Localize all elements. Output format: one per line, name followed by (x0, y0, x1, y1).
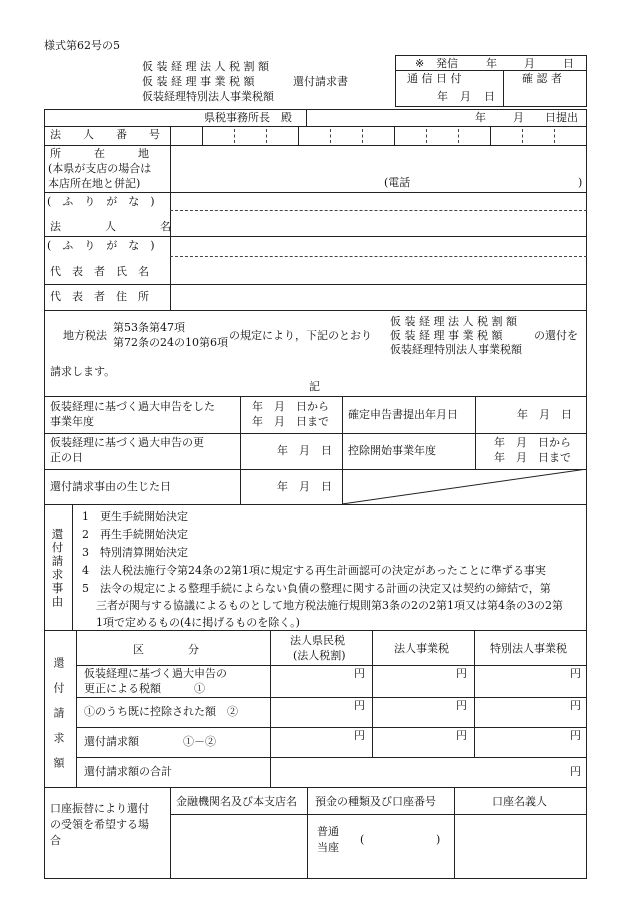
yen-r2-c3: 円 (570, 699, 581, 712)
basis-tax-3: 仮装経理特別法人事業税額 (390, 343, 522, 356)
deduction-start-label: 控除開始事業年度 (348, 444, 436, 457)
comm-year: 年 (437, 90, 448, 103)
comm-month: 月 (460, 90, 471, 103)
article-2: 第72条の24の10第6項 (113, 336, 228, 349)
filing-date-label: 確定申告書提出年月日 (348, 408, 458, 421)
yen-r3-c2: 円 (456, 729, 467, 742)
corp-name-field[interactable] (172, 212, 585, 235)
yen-r1-c2: 円 (456, 667, 467, 680)
bank-label-2: の受領を希望する場 (50, 818, 149, 831)
col-enterprise: 法人事業税 (394, 642, 449, 655)
reasons-heading: 還付請求事由 (50, 528, 65, 609)
deduction-to[interactable]: 年 月 日まで (494, 451, 571, 464)
excess-year-label-1: 仮装経理に基づく過大申告をした (50, 400, 215, 413)
amounts-heading: 還付請求額 (52, 657, 65, 782)
yen-r3-c1: 円 (354, 729, 365, 742)
row1-label-b: 更正による税額 ① (84, 682, 205, 695)
submit-month: 月 (513, 111, 524, 124)
account-paren-open: ( (360, 833, 365, 846)
reason-item-1[interactable]: 1 更生手続開始決定 (82, 510, 188, 523)
submit-year: 年 (475, 111, 486, 124)
office-year: 年 (486, 57, 497, 70)
title-line-2: 仮 装 経 理 事 業 税 額 (142, 75, 255, 88)
col-special: 特別法人事業税 (490, 642, 567, 655)
reason-item-2[interactable]: 2 再生手続開始決定 (82, 528, 188, 541)
office-month: 月 (524, 57, 535, 70)
account-holder-field[interactable] (456, 816, 585, 877)
title-line-1: 仮 装 経 理 法 人 税 割 額 (142, 60, 269, 73)
confirmer-label: 確 認 者 (522, 72, 562, 85)
phone-open: (電話 (384, 176, 411, 189)
yen-r2-c2: 円 (456, 699, 467, 712)
row1-label-a: 仮装経理に基づく過大申告の (84, 667, 227, 680)
rep-address-field[interactable] (172, 286, 585, 309)
title-line-3: 仮装経理特別法人事業税額 (142, 90, 274, 103)
rep-name-field[interactable] (172, 258, 585, 283)
office-mark: ※ (415, 57, 425, 70)
reason-item-3[interactable]: 3 特別清算開始決定 (82, 546, 188, 559)
address-note-1: (本県が支店の場合は (48, 162, 152, 175)
bank-label-1: 口座振替により還付 (50, 802, 149, 815)
law-name: 地方税法 (63, 329, 107, 342)
col-inhabitant-1: 法人県民税 (290, 634, 345, 647)
deduction-from[interactable]: 年 月 日から (494, 436, 571, 449)
yen-total: 円 (570, 765, 581, 778)
office-sent: 発信 (436, 57, 458, 70)
reason-item-5b: 三者が関与する協議によるものとして地方税法施行規則第3条の2の2第1項又は第4条の3の2第 (96, 599, 563, 612)
furigana-field-2[interactable] (172, 238, 585, 255)
phone-close: ) (578, 176, 583, 189)
reason-item-4[interactable]: 4 法人税法施行令第24条の2第1項に規定する再生計画認可の決定があったことに準ずる事実 (82, 564, 546, 577)
account-paren-close: ) (436, 833, 441, 846)
col-inhabitant-2: (法人税割) (293, 649, 346, 662)
furigana-field-1[interactable] (172, 194, 585, 209)
yen-r1-c3: 円 (570, 667, 581, 680)
account-type-ordinary[interactable]: 普通 (317, 825, 339, 838)
address-label: 所 在 地 (50, 147, 149, 160)
basis-tax-1: 仮 装 経 理 法 人 税 割 額 (390, 315, 517, 328)
excess-from[interactable]: 年 月 日から (252, 400, 329, 413)
reason-date-field[interactable]: 年 月 日 (277, 480, 332, 493)
title-suffix: 還付請求書 (293, 75, 348, 88)
bank-col-holder: 口座名義人 (492, 795, 547, 808)
correction-label-1: 仮装経理に基づく過大申告の更 (50, 436, 204, 449)
comm-date-label: 通 信 日 付 (407, 72, 462, 85)
basis-tax-2: 仮 装 経 理 事 業 税 額 (390, 329, 503, 342)
addressee: 県税事務所長 殿 (204, 111, 292, 124)
submit-label: 日提出 (545, 111, 578, 124)
corp-number-label: 法 人 番 号 (50, 128, 160, 141)
furigana-label-1: ( ふ り が な ) (47, 195, 155, 208)
form-number: 様式第62号の5 (44, 39, 120, 52)
ki-mark: 記 (309, 380, 320, 393)
row2-label: ①のうち既に控除された額 ② (84, 705, 238, 718)
request-text: 請求します。 (50, 365, 116, 378)
office-day: 日 (563, 57, 574, 70)
yen-r1-c1: 円 (354, 667, 365, 680)
row3-label: 還付請求額 ①－② (84, 735, 216, 748)
furigana-label-2: ( ふ り が な ) (47, 239, 155, 252)
correction-date-field[interactable]: 年 月 日 (277, 444, 332, 457)
address-field[interactable] (172, 147, 585, 191)
bank-label-3: 合 (50, 834, 61, 847)
yen-r2-c1: 円 (354, 699, 365, 712)
bank-col-name: 金融機関名及び本支店名 (176, 795, 297, 808)
excess-year-label-2: 事業年度 (50, 415, 94, 428)
refund-text: の還付を (534, 329, 578, 342)
filing-date-field[interactable]: 年 月 日 (517, 408, 572, 421)
provision-text: の規定により，下記のとおり (229, 329, 372, 342)
comm-day: 日 (484, 90, 495, 103)
row4-label: 還付請求額の合計 (84, 765, 172, 778)
bank-col-account: 預金の種類及び口座番号 (315, 795, 436, 808)
address-note-2: 本店所在地と併記) (48, 177, 141, 190)
reason-date-label: 還付請求事由の生じた日 (50, 480, 171, 493)
account-type-current[interactable]: 当座 (317, 841, 339, 854)
col-category: 区 分 (133, 643, 199, 656)
account-number-field[interactable] (366, 828, 434, 846)
diagonal-strike (342, 469, 587, 504)
article-1: 第53条第47項 (113, 321, 185, 334)
rep-address-label: 代 表 者 住 所 (50, 290, 149, 303)
rep-name-label: 代 表 者 氏 名 (50, 265, 149, 278)
yen-r3-c3: 円 (570, 729, 581, 742)
correction-label-2: 正の日 (50, 451, 83, 464)
bank-name-field[interactable] (172, 816, 305, 877)
reason-item-5c: 1項で定めるもの(4に掲げるものを除く。) (96, 616, 300, 629)
corp-name-label: 法 人 名 (50, 220, 171, 233)
excess-to[interactable]: 年 月 日まで (252, 415, 329, 428)
reason-item-5a[interactable]: 5 法令の規定による整理手続によらない負債の整理に関する計画の決定又は契約の締結で，第 (82, 582, 551, 595)
